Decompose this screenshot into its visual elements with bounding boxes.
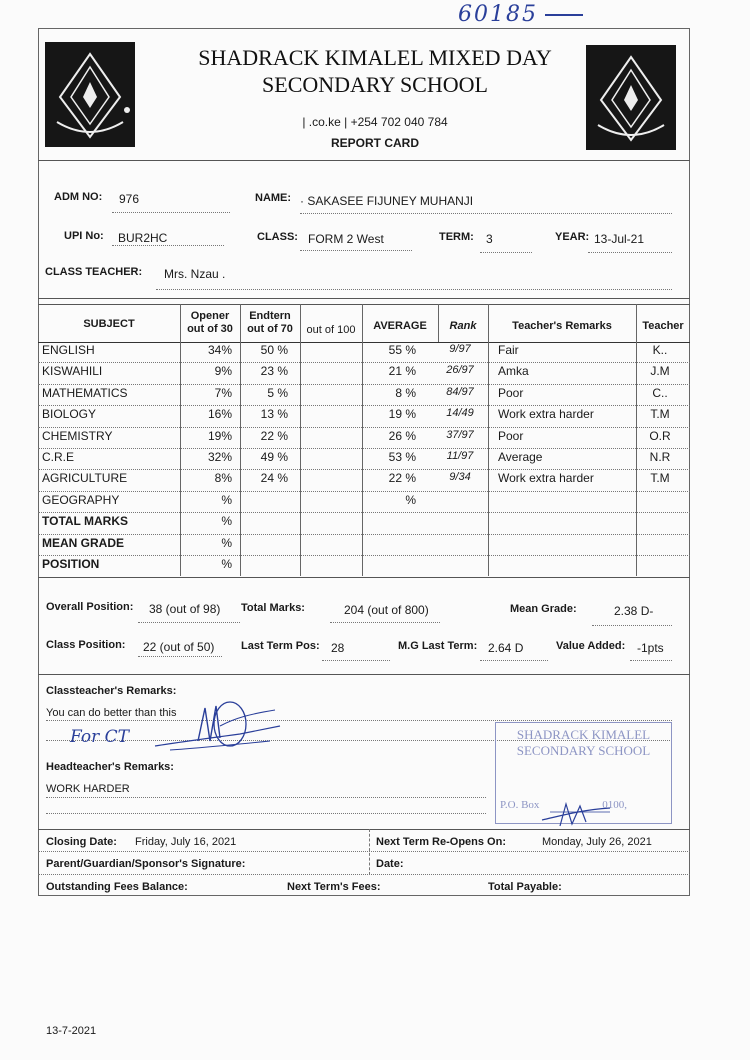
- average-cell: 8 %: [395, 385, 416, 400]
- subject-cell: AGRICULTURE: [42, 471, 128, 486]
- classteacher-remarks-label: Classteacher's Remarks:: [46, 685, 177, 697]
- average-cell: 21 %: [388, 364, 416, 379]
- rank-cell: 14/49: [446, 407, 474, 420]
- subject-cell: C.R.E: [42, 450, 75, 464]
- col-sep: [362, 304, 363, 576]
- header-rank: Rank: [449, 320, 477, 332]
- opener-cell: 7%: [214, 385, 232, 400]
- row-rule: [38, 427, 690, 428]
- school-logo-left: [45, 42, 135, 147]
- rank-cell: 37/97: [446, 428, 474, 441]
- underline: [330, 622, 440, 623]
- divider: [38, 298, 690, 299]
- print-date: 13-7-2021: [46, 1025, 97, 1037]
- crest-icon: [45, 42, 135, 147]
- row-rule: [38, 555, 690, 556]
- endterm-cell: 49 %: [260, 450, 288, 464]
- document-title: REPORT CARD: [330, 136, 419, 150]
- subject-cell: CHEMISTRY: [42, 428, 113, 443]
- upi-value: BUR2HC: [118, 231, 168, 245]
- school-contact: | .co.ke | +254 702 040 784: [302, 115, 448, 129]
- teacher-cell: T.M: [650, 471, 670, 486]
- header-subject: SUBJECT: [83, 318, 135, 330]
- divider: [38, 674, 690, 675]
- average-cell: 26 %: [388, 428, 416, 443]
- fees-balance-label: Outstanding Fees Balance:: [46, 881, 188, 893]
- endterm-cell: 22 %: [260, 428, 288, 443]
- last-term-pos-value: 28: [331, 641, 345, 655]
- underline: [38, 851, 690, 852]
- underline: [138, 656, 222, 657]
- closing-date-value: Friday, July 16, 2021: [135, 836, 237, 848]
- subject-cell: KISWAHILI: [42, 364, 103, 379]
- col-sep: [369, 829, 370, 875]
- value-added-value: -1pts: [637, 641, 664, 655]
- opener-cell: 34%: [207, 343, 232, 357]
- teacher-cell: K..: [652, 343, 668, 357]
- endterm-cell: 24 %: [260, 471, 288, 486]
- term-label: TERM:: [439, 231, 474, 243]
- handwritten-reference-number: 60185: [458, 2, 538, 27]
- total-marks-label: Total Marks:: [241, 602, 305, 614]
- divider: [38, 160, 690, 161]
- underline: [38, 874, 690, 875]
- row-rule: [38, 448, 690, 449]
- opener-cell: %: [221, 514, 232, 529]
- rank-cell: 11/97: [446, 450, 474, 462]
- class-underline: [300, 250, 412, 251]
- handwritten-underline: [545, 14, 583, 16]
- remark-cell: Work extra harder: [498, 407, 594, 422]
- rank-cell: 9/97: [449, 343, 471, 355]
- remark-cell: Average: [498, 450, 543, 464]
- underline: [630, 660, 672, 661]
- last-term-pos-label: Last Term Pos:: [241, 640, 320, 652]
- classteacher-signature: [150, 696, 290, 756]
- stamp-line3: P.O. Box: [500, 799, 540, 811]
- headteacher-remarks-text: WORK HARDER: [46, 783, 130, 795]
- underline: [46, 720, 672, 721]
- year-value: 13-Jul-21: [594, 232, 645, 246]
- total-marks-value: 204 (out of 800): [344, 603, 429, 617]
- value-added-label: Value Added:: [556, 640, 626, 652]
- row-rule: [38, 469, 690, 470]
- row-rule: [38, 491, 690, 492]
- reopen-value: Monday, July 26, 2021: [542, 836, 652, 848]
- classteacher-handwritten-note: For CT: [70, 727, 129, 747]
- adm-label: ADM NO:: [54, 191, 103, 203]
- class-value: FORM 2 West: [308, 232, 384, 246]
- opener-cell: 19%: [207, 428, 232, 443]
- closing-date-label: Closing Date:: [46, 836, 117, 848]
- underline: [322, 660, 390, 661]
- subject-cell: ENGLISH: [42, 343, 95, 357]
- overall-position-label: Overall Position:: [46, 601, 134, 613]
- stamp-line2: SECONDARY SCHOOL: [516, 743, 651, 758]
- remark-cell: Poor: [498, 428, 524, 443]
- opener-cell: %: [221, 492, 232, 507]
- remark-cell: Fair: [498, 343, 519, 357]
- col-sep: [488, 304, 489, 576]
- header-endterm-line1: Endtern: [249, 310, 291, 322]
- underline: [138, 622, 240, 623]
- reopen-label: Next Term Re-Opens On:: [376, 836, 506, 848]
- opener-cell: %: [221, 535, 232, 550]
- adm-value: 976: [119, 192, 140, 206]
- underline: [480, 660, 548, 661]
- opener-cell: 8%: [214, 471, 232, 486]
- average-cell: 19 %: [388, 407, 416, 422]
- class-teacher-value: Mrs. Nzau .: [164, 267, 226, 281]
- teacher-cell: N.R: [649, 450, 671, 464]
- adm-underline: [112, 212, 230, 213]
- teacher-cell: T.M: [650, 407, 670, 422]
- school-logo-right: [586, 45, 676, 150]
- row-rule: [38, 534, 690, 535]
- date-label: Date:: [376, 858, 404, 870]
- class-position-label: Class Position:: [46, 639, 126, 651]
- total-payable-label: Total Payable:: [488, 881, 562, 893]
- rank-cell: 26/97: [446, 364, 474, 377]
- opener-cell: %: [221, 557, 232, 571]
- remark-cell: Amka: [498, 364, 529, 379]
- col-sep: [300, 304, 301, 576]
- opener-cell: 9%: [214, 364, 232, 379]
- remark-cell: Work extra harder: [498, 471, 594, 486]
- year-label: YEAR:: [555, 231, 590, 243]
- header-average: AVERAGE: [373, 320, 427, 332]
- teacher-cell: C..: [652, 385, 668, 400]
- header-endterm: [240, 310, 300, 336]
- upi-underline: [112, 245, 224, 246]
- header-opener: [180, 310, 240, 336]
- headteacher-signature: [540, 798, 620, 830]
- mean-grade-label: Mean Grade:: [510, 603, 577, 615]
- header-remarks: Teacher's Remarks: [512, 320, 612, 332]
- school-name-line2: SECONDARY SCHOOL: [262, 72, 488, 97]
- opener-cell: 32%: [207, 450, 232, 464]
- subject-cell: MEAN GRADE: [42, 535, 125, 550]
- headteacher-remarks-label: Headteacher's Remarks:: [46, 761, 174, 773]
- average-cell: 55 %: [388, 343, 416, 357]
- name-underline: [300, 213, 672, 214]
- col-sep: [636, 304, 637, 576]
- endterm-cell: 23 %: [260, 364, 288, 379]
- term-underline: [480, 252, 532, 253]
- header-teacher: Teacher: [642, 320, 684, 332]
- opener-cell: 16%: [207, 407, 232, 422]
- endterm-cell: 13 %: [260, 407, 288, 422]
- mean-grade-value: 2.38 D-: [614, 604, 654, 618]
- row-rule: [38, 362, 690, 363]
- endterm-cell: 50 %: [260, 343, 288, 357]
- row-rule: [38, 405, 690, 406]
- class-label: CLASS:: [257, 231, 298, 243]
- upi-label: UPI No:: [64, 230, 104, 242]
- header-endterm-line2: out of 70: [247, 323, 293, 335]
- rank-cell: 84/97: [446, 385, 474, 398]
- teacher-cell: O.R: [649, 428, 671, 443]
- subject-cell: MATHEMATICS: [42, 385, 128, 400]
- stamp-line4: 0100,: [602, 799, 627, 811]
- school-name-line1: SHADRACK KIMALEL MIXED DAY: [198, 45, 552, 70]
- average-cell: 22 %: [388, 471, 416, 486]
- average-cell: 53 %: [388, 450, 416, 464]
- class-position-value: 22 (out of 50): [143, 640, 215, 654]
- row-rule: [38, 512, 690, 513]
- col-sep: [240, 304, 241, 576]
- name-value: · SAKASEE FIJUNEY MUHANJI: [300, 194, 474, 208]
- underline: [46, 813, 486, 814]
- subject-cell: POSITION: [42, 557, 100, 571]
- class-teacher-label: CLASS TEACHER:: [45, 266, 143, 278]
- teacher-cell: J.M: [650, 364, 670, 379]
- rank-cell: 9/34: [449, 471, 471, 484]
- classteacher-remarks-text: You can do better than this: [46, 707, 177, 719]
- next-term-fees-label: Next Term's Fees:: [287, 881, 381, 893]
- header-out-of-100: out of 100: [306, 324, 356, 336]
- row-rule: [38, 384, 690, 385]
- col-sep: [180, 304, 181, 576]
- underline: [592, 625, 672, 626]
- term-value: 3: [486, 232, 493, 246]
- mg-last-term-value: 2.64 D: [488, 641, 524, 655]
- remark-cell: Poor: [498, 385, 524, 400]
- header-opener-line1: Opener: [190, 310, 230, 322]
- year-underline: [588, 252, 672, 253]
- header-opener-line2: out of 30: [187, 323, 233, 335]
- overall-position-value: 38 (out of 98): [149, 602, 221, 616]
- average-cell: %: [405, 492, 416, 507]
- subject-cell: TOTAL MARKS: [42, 514, 128, 529]
- stamp-line1: SHADRACK KIMALEL: [516, 727, 651, 742]
- divider: [38, 829, 690, 830]
- subject-cell: BIOLOGY: [42, 407, 97, 422]
- underline: [46, 797, 486, 798]
- parent-signature-label: Parent/Guardian/Sponsor's Signature:: [46, 858, 246, 870]
- class-teacher-underline: [156, 289, 672, 290]
- subject-cell: GEOGRAPHY: [42, 492, 120, 507]
- crest-icon: [586, 45, 676, 150]
- endterm-cell: 5 %: [267, 385, 288, 400]
- mg-last-term-label: M.G Last Term:: [398, 640, 478, 652]
- name-label: NAME:: [255, 192, 292, 204]
